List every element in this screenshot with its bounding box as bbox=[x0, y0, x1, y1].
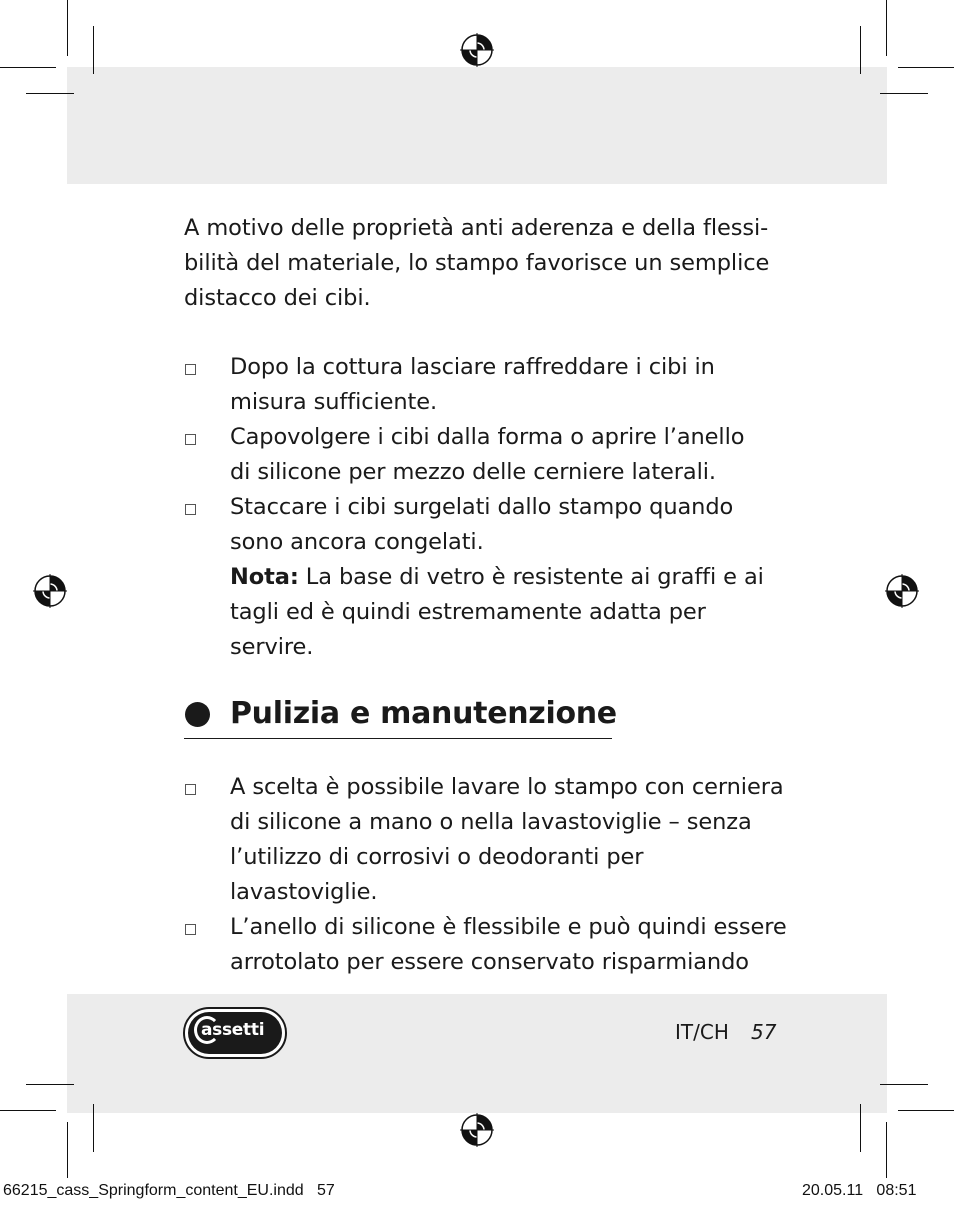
file-slug: 66215_cass_Springform_content_EU.indd 57 bbox=[3, 1182, 335, 1199]
crop-mark bbox=[860, 26, 861, 74]
crop-mark bbox=[93, 26, 94, 74]
section-heading bbox=[184, 692, 617, 739]
header-band bbox=[67, 67, 887, 184]
text-line: bilità del materiale, lo stampo favorisce un semplice bbox=[184, 250, 770, 276]
checkbox-bullet-icon bbox=[185, 364, 196, 375]
language-code: IT/CH bbox=[675, 1020, 729, 1044]
note-text: tagli ed è quindi estremamente adatta per servire. bbox=[230, 599, 706, 660]
text-line: Capovolgere i cibi dalla forma o aprire l’anello bbox=[230, 424, 745, 450]
checkbox-bullet-icon bbox=[185, 504, 196, 515]
note-text: La base di vetro è resistente ai graffi e ai bbox=[298, 564, 764, 590]
bullet-dot-icon bbox=[185, 702, 210, 727]
note bbox=[230, 560, 794, 665]
checkbox-bullet-icon bbox=[185, 924, 196, 935]
text-line: A motivo delle proprietà anti aderenza e della flessi- bbox=[184, 215, 769, 241]
crop-mark bbox=[880, 93, 928, 94]
text-line: misura sufficiente. bbox=[230, 389, 438, 415]
date-slug: 20.05.11 08:51 bbox=[802, 1182, 917, 1199]
crop-mark bbox=[26, 1084, 74, 1085]
text-line: distacco dei cibi. bbox=[184, 285, 371, 311]
text-line: L’anello di silicone è flessibile e può quindi essere bbox=[230, 914, 787, 940]
instruction-list bbox=[184, 350, 794, 665]
crop-mark bbox=[880, 1084, 928, 1085]
page-number: 57 bbox=[751, 1020, 777, 1044]
list-item bbox=[184, 350, 794, 420]
list-item bbox=[184, 420, 794, 490]
registration-mark-icon bbox=[460, 33, 494, 67]
list-item bbox=[184, 910, 794, 980]
logo-text: assetti bbox=[201, 1020, 265, 1040]
text-line: Dopo la cottura lasciare raffreddare i cibi in bbox=[230, 354, 715, 380]
note-label: Nota: bbox=[230, 564, 299, 590]
crop-mark bbox=[886, 0, 887, 56]
list-item bbox=[184, 770, 794, 910]
footer-band bbox=[67, 994, 887, 1113]
crop-mark bbox=[0, 67, 56, 68]
registration-mark-icon bbox=[460, 1113, 494, 1147]
crop-mark bbox=[67, 0, 68, 56]
text-line: di silicone per mezzo delle cerniere laterali. bbox=[230, 459, 716, 485]
crop-mark bbox=[898, 67, 954, 68]
cassetti-logo bbox=[183, 1007, 287, 1059]
crop-mark bbox=[26, 93, 74, 94]
text-line: arrotolato per essere conservato risparmiando bbox=[230, 949, 749, 975]
intro-paragraph bbox=[184, 211, 784, 316]
section-title: Pulizia e manutenzione bbox=[230, 696, 617, 731]
cleaning-list bbox=[184, 770, 794, 980]
text-line: sono ancora congelati. bbox=[230, 529, 484, 555]
crop-mark bbox=[860, 1104, 861, 1152]
list-item bbox=[184, 490, 794, 665]
text-line: Staccare i cibi surgelati dallo stampo quando bbox=[230, 494, 734, 520]
text-line: A scelta è possibile lavare lo stampo con cerniera bbox=[230, 774, 784, 800]
crop-mark bbox=[93, 1104, 94, 1152]
text-line: l’utilizzo di corrosivi o deodoranti per lavastoviglie. bbox=[230, 844, 644, 905]
crop-mark bbox=[0, 1110, 56, 1111]
registration-mark-icon bbox=[885, 574, 919, 608]
checkbox-bullet-icon bbox=[185, 434, 196, 445]
crop-mark bbox=[67, 1122, 68, 1178]
crop-mark bbox=[898, 1110, 954, 1111]
registration-mark-icon bbox=[33, 574, 67, 608]
text-line: di silicone a mano o nella lavastoviglie – senza bbox=[230, 809, 752, 835]
checkbox-bullet-icon bbox=[185, 784, 196, 795]
crop-mark bbox=[886, 1122, 887, 1178]
